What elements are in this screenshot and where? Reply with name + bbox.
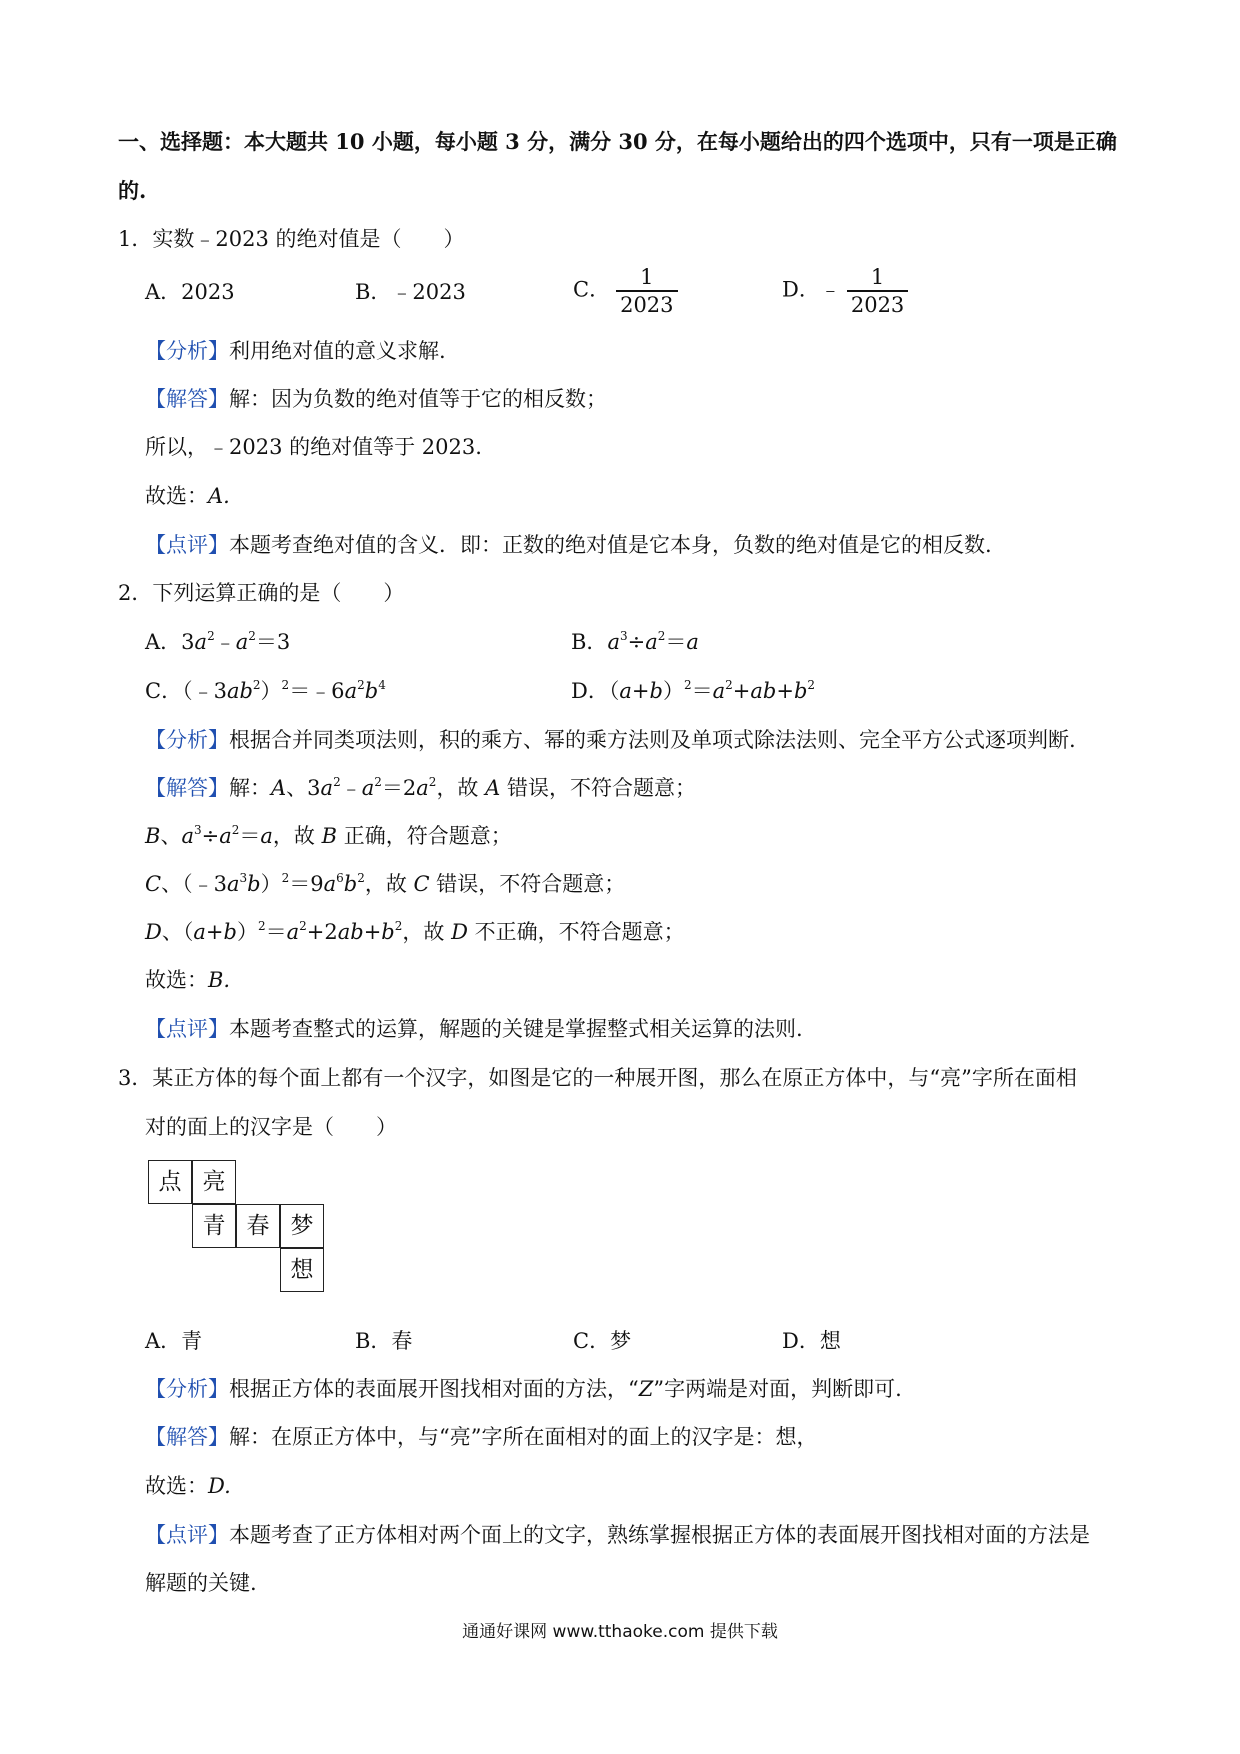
- q1-answer-line2: 所以，﹣2023 的绝对值等于 2023.: [145, 435, 482, 459]
- q3-analysis: [145, 1374, 902, 1404]
- q1-option-c-denominator: 2023: [616, 290, 677, 318]
- q1-option-c-numerator: 1: [640, 265, 654, 289]
- answer-tag: 【解答】: [145, 387, 229, 411]
- q1-analysis: [145, 336, 446, 366]
- q2-option-c: C．$(﹣3ab^2)^2=﹣6a^2b^4$: [145, 678, 386, 703]
- q2-answer-d: D、$(a+b)^2=a^2+2ab+b^2$，故 D 不正确，不符合题意；: [145, 919, 685, 944]
- q1-option-a: A．2023: [145, 280, 235, 304]
- q2-answer-b: B、$a^3\div a^2=a$，故 B 正确，符合题意；: [145, 823, 512, 848]
- q2-choice-value: B.: [208, 968, 231, 992]
- q2-comment: [145, 1014, 803, 1044]
- q3-analysis-text-end: ”字两端是对面，判断即可.: [653, 1377, 902, 1401]
- q2-comment-text: 本题考查整式的运算，解题的关键是掌握整式相关运算的法则.: [229, 1017, 803, 1041]
- analysis-tag: 【分析】: [145, 728, 229, 752]
- q3-analysis-text: 根据正方体的表面展开图找相对面的方法，“: [229, 1377, 639, 1401]
- q1-stem: 1．实数﹣2023 的绝对值是（ ）: [118, 227, 465, 251]
- q1-option-d-prefix: D．﹣: [782, 277, 841, 302]
- net-cell-liang: 亮: [192, 1160, 236, 1204]
- q1-answer-text: 解：因为负数的绝对值等于它的相反数；: [229, 387, 607, 411]
- q1-comment-text: 本题考查绝对值的含义．即：正数的绝对值是它本身，负数的绝对值是它的相反数.: [229, 533, 992, 557]
- q3-stem-cont: 对的面上的汉字是（ ）: [145, 1115, 397, 1139]
- q1-comment: [145, 530, 992, 560]
- q1-option-c-fraction: [616, 264, 677, 318]
- q1-option-d-denominator: 2023: [847, 290, 908, 318]
- q1-option-d: [782, 264, 908, 318]
- q3-answer: [145, 1422, 817, 1452]
- q2-analysis-text: 根据合并同类项法则，积的乘方、幂的乘方法则及单项式除法法则、完全平方公式逐项判断.: [229, 728, 1076, 752]
- comment-tag: 【点评】: [145, 1017, 229, 1041]
- q2-choice-label: 故选：: [145, 968, 208, 992]
- q3-choice-label: 故选：: [145, 1474, 208, 1498]
- q2-answer-c: C、$(﹣3a^3b)^2=9a^6b^2$，故 C 错误，不符合题意；: [145, 871, 626, 896]
- q1-choice-value: A.: [208, 484, 230, 508]
- answer-tag: 【解答】: [145, 1425, 229, 1449]
- q3-comment-cont: 解题的关键.: [145, 1571, 257, 1595]
- section-heading-cont: 的.: [118, 178, 147, 203]
- page-footer: 通通好课网 www.tthaoke.com 提供下载: [462, 1622, 778, 1642]
- q3-option-c: C．梦: [573, 1329, 632, 1353]
- q3-answer-text: 解：在原正方体中，与“亮”字所在面相对的面上的汉字是：想，: [229, 1425, 818, 1449]
- q3-comment-text: 本题考查了正方体相对两个面上的文字，熟练掌握根据正方体的表面展开图找相对面的方法是: [229, 1523, 1090, 1547]
- q1-option-b: B．﹣2023: [355, 280, 466, 304]
- q2-option-a: A．$3a^2﹣a^2=3$: [145, 629, 291, 654]
- net-cell-chun: 春: [236, 1204, 280, 1248]
- q2-choice: [145, 965, 230, 995]
- q2-option-d: D．$(a+b)^2=a^2+ab+b^2$: [571, 678, 816, 703]
- q1-analysis-text: 利用绝对值的意义求解.: [229, 339, 446, 363]
- cube-net-figure: [148, 1160, 338, 1300]
- q2-answer: 【解答】解：A、$3a^2﹣a^2=2a^2$，故 A 错误，不符合题意；: [145, 775, 696, 800]
- comment-tag: 【点评】: [145, 1523, 229, 1547]
- analysis-tag: 【分析】: [145, 339, 229, 363]
- q2-stem: 2．下列运算正确的是（ ）: [118, 581, 405, 605]
- q3-option-d: D．想: [782, 1329, 841, 1353]
- answer-tag: 【解答】: [145, 776, 229, 800]
- q3-comment: [145, 1520, 1090, 1550]
- q2-analysis: [145, 725, 1076, 755]
- q1-option-d-fraction: [847, 264, 908, 318]
- analysis-tag: 【分析】: [145, 1377, 229, 1401]
- net-cell-meng: 梦: [280, 1204, 324, 1248]
- q3-stem: 3．某正方体的每个面上都有一个汉字，如图是它的一种展开图，那么在原正方体中，与“亮”字所在面相: [118, 1066, 1077, 1090]
- q2-option-b: B．$a^3\div a^2=a$: [571, 629, 699, 654]
- q3-option-a: A．青: [145, 1329, 203, 1353]
- q3-analysis-z: Z: [638, 1377, 654, 1401]
- comment-tag: 【点评】: [145, 533, 229, 557]
- net-cell-dian: 点: [148, 1160, 192, 1204]
- q1-choice: [145, 481, 230, 511]
- q1-answer: [145, 384, 607, 414]
- q1-choice-label: 故选：: [145, 484, 208, 508]
- q1-option-d-numerator: 1: [870, 265, 885, 289]
- q3-option-b: B．春: [355, 1329, 413, 1353]
- net-cell-xiang: 想: [280, 1248, 324, 1292]
- q1-option-c-prefix: C．: [573, 277, 611, 302]
- q3-choice: [145, 1471, 231, 1501]
- section-heading: 一、选择题：本大题共 10 小题，每小题 3 分，满分 30 分，在每小题给出的四个选项中，只有一项是正确: [118, 129, 1117, 154]
- net-cell-qing: 青: [192, 1204, 236, 1248]
- q3-choice-value: D.: [208, 1474, 231, 1498]
- q1-option-c: [573, 264, 678, 318]
